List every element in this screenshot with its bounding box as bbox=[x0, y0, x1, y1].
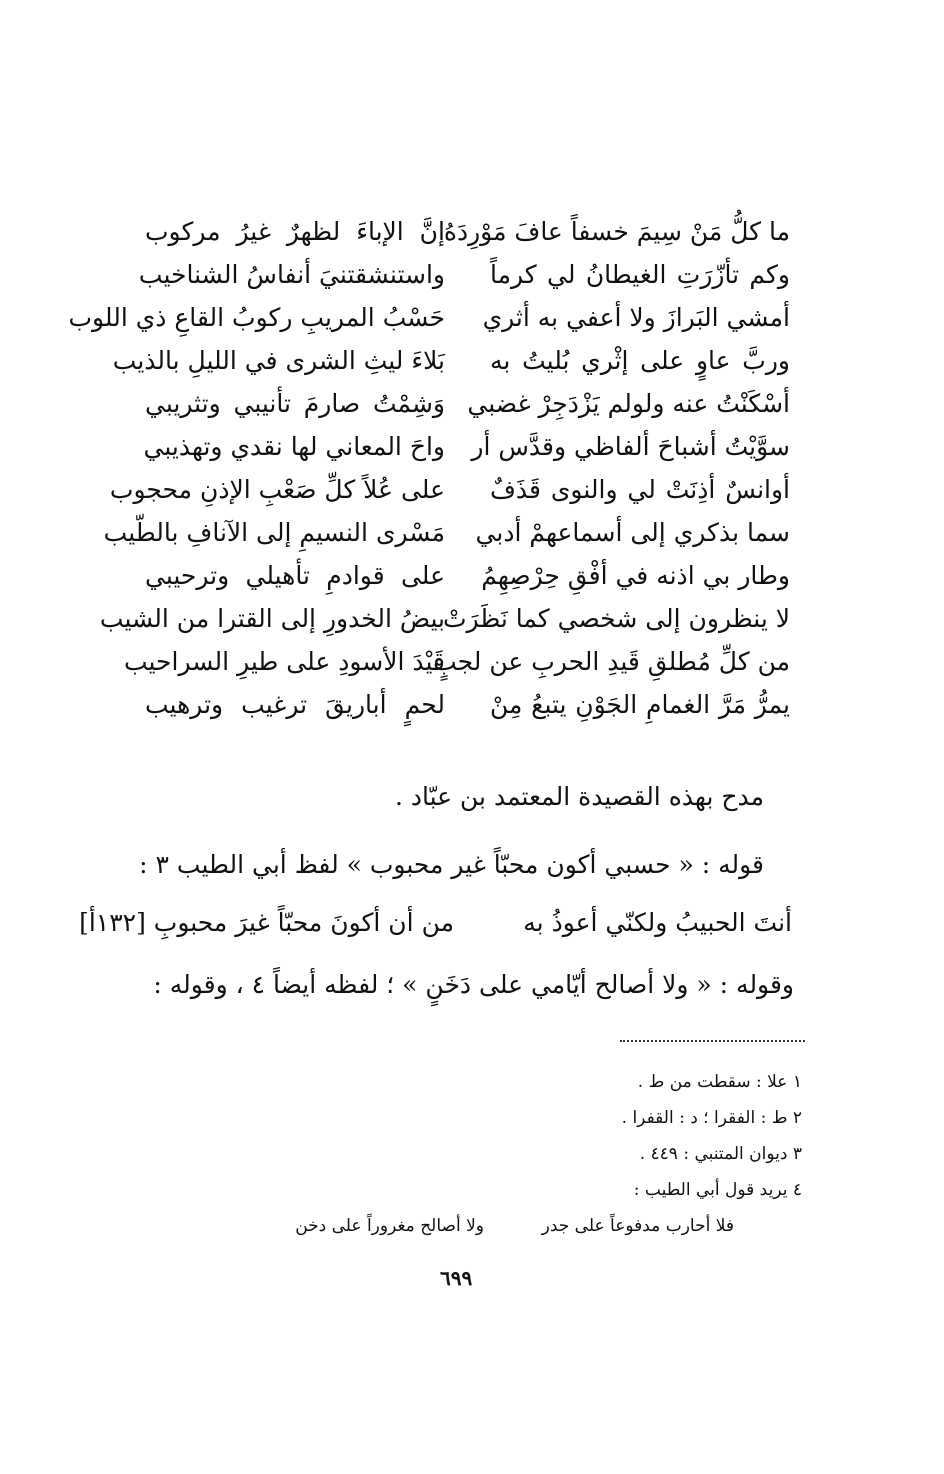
verse-second-hemistich: قَيْدَ الأسودِ على طيرِ السراحيب bbox=[123, 647, 445, 676]
verse-second-hemistich: على قوادمِ تأهيلي وترحيبي bbox=[145, 561, 445, 590]
verse-first-hemistich: لا ينظرون إلى شخصي كما نَظَرَتْ bbox=[443, 604, 790, 633]
verse-first-hemistich: أسْكَنْتُ عنه ولولم يَزْدَجِرْ غضبي bbox=[467, 389, 790, 418]
verse-row bbox=[68, 296, 820, 339]
verse-row bbox=[103, 511, 820, 554]
verse-first-hemistich: سما بذكري إلى أسماعهمْ أدبي bbox=[475, 518, 790, 547]
verse-second-hemistich: واحَ المعاني لها نقدي وتهذيبي bbox=[143, 432, 445, 461]
verse-row bbox=[112, 339, 820, 382]
footnote-divider bbox=[620, 1040, 805, 1042]
verse-first-hemistich: من كلِّ مُطلقِ قَيدِ الحربِ عن لجبٍ bbox=[433, 647, 790, 676]
verse-row bbox=[130, 554, 820, 597]
verse-row bbox=[130, 425, 820, 468]
verse-first-hemistich: ما كلُّ مَنْ سِيمَ خسفاً عافَ مَوْرِدَهُ bbox=[443, 217, 790, 246]
quoted-verse-left: من أن أكونَ محبّاً غيرَ محبوبِ [١٣٢أ] bbox=[79, 908, 454, 937]
verse-row bbox=[130, 210, 820, 253]
verse-second-hemistich: إنَّ الإباءَ لظهرٌ غيرُ مركوب bbox=[145, 217, 445, 246]
verse-second-hemistich: بَلاءَ ليثِ الشرى في الليلِ بالذيب bbox=[112, 346, 445, 375]
prose-line-intro: مدح بهذه القصيدة المعتمد بن عبّاد . bbox=[394, 782, 764, 811]
verse-second-hemistich: وَشِمْتُ صارمَ تأنيبي وتثريبي bbox=[145, 389, 445, 418]
verse-first-hemistich: سوَّيْتُ أشباحَ ألفاظي وقدَّس أر bbox=[471, 432, 790, 461]
verse-second-hemistich: بيضُ الخدورِ إلى القترا من الشيب bbox=[99, 604, 445, 633]
verse-first-hemistich: وكم تأزّرَتِ الغيطانُ لي كرماً bbox=[490, 260, 790, 289]
verse-first-hemistich: وربَّ عاوٍ على إثْري بُليتُ به bbox=[490, 346, 790, 375]
footnote-2: ٢ ط : الفقرا ؛ د : القفرا . bbox=[621, 1108, 802, 1128]
verse-row bbox=[123, 640, 820, 683]
footnote-4: ٤ يريد قول أبي الطيب : bbox=[633, 1180, 802, 1200]
footnote-verse-left: ولا أصالح مغروراً على دخن bbox=[295, 1216, 484, 1236]
verse-second-hemistich: لحمٍ أباريقَ ترغيب وترهيب bbox=[145, 690, 445, 719]
verse-second-hemistich: على عُلاً كلِّ صَعْبِ الإذنِ محجوب bbox=[109, 475, 445, 504]
verse-first-hemistich: أوانسٌ أذِنَتْ لي والنوى قَذَفٌ bbox=[490, 475, 790, 504]
verse-row bbox=[130, 253, 820, 296]
footnote-verse-right: فلا أحارب مدفوعاً على جدر bbox=[541, 1216, 734, 1236]
verse-first-hemistich: يمرُّ مَرَّ الغمامِ الجَوْنِ يتبعُ مِنْ bbox=[490, 690, 790, 719]
poem-block bbox=[68, 210, 820, 726]
verse-second-hemistich: واستنشقتنيَ أنفاسُ الشناخيب bbox=[138, 260, 445, 289]
verse-first-hemistich: أمشي البَرازَ ولا أعفي به أثري bbox=[482, 303, 790, 332]
footnote-3: ٣ ديوان المتنبي : ٤٤٩ . bbox=[639, 1144, 802, 1164]
verse-row bbox=[130, 683, 820, 726]
verse-second-hemistich: حَسْبُ المريبِ ركوبُ القاعِ ذي اللوب bbox=[68, 303, 445, 332]
verse-row bbox=[99, 597, 820, 640]
quoted-verse-right: أنتَ الحبيبُ ولكنّي أعوذُ به bbox=[523, 908, 792, 937]
verse-first-hemistich: وطار بي اذنه في أفْقِ حِرْصِهِمُ bbox=[481, 561, 790, 590]
prose-line-second-quote: وقوله : « ولا أصالح أيّامي على دَخَنٍ » ؛ لفظه أيضاً ٤ ، وقوله : bbox=[153, 970, 794, 999]
prose-line-quote: قوله : « حسبي أكون محبّاً غير محبوب » لفظ أبي الطيب ٣ : bbox=[139, 850, 764, 879]
verse-row bbox=[130, 382, 820, 425]
footnote-1: ١ علا : سقطت من ط . bbox=[637, 1072, 802, 1092]
verse-row bbox=[109, 468, 820, 511]
page-number: ٦٩٩ bbox=[440, 1266, 473, 1290]
verse-second-hemistich: مَسْرى النسيمِ إلى الآنافِ بالطّيب bbox=[103, 518, 445, 547]
